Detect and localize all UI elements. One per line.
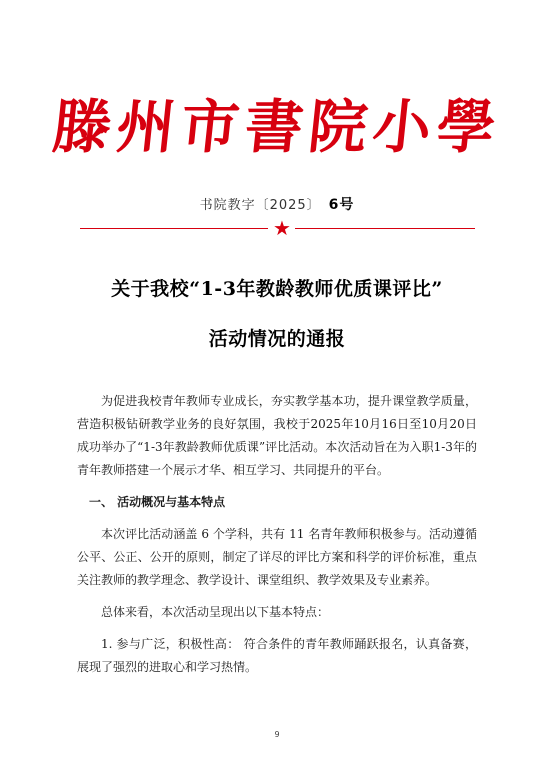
document-title-line-1: 关于我校“1-3年教龄教师优质课评比” [111, 278, 443, 300]
document-number-prefix: 书院教字〔2025〕 [199, 198, 321, 213]
intro-paragraph: 为促进我校青年教师专业成长，夯实教学基本功，提升课堂教学质量，营造积极钻研教学业务的良好氛围，我校于2025年10月16日至10月20日成功举办了“1-3年教龄教师优质课”评比活动。本次活动旨在为入职1-3年的青年教师搭建一个展示才华、相互学习、共同提升的平台。 [77, 394, 477, 477]
document-body [77, 390, 477, 688]
page-number: 9 [274, 730, 280, 739]
document-title-line-2: 活动情况的通报 [208, 328, 346, 350]
school-masthead: 滕州市書院小學 [49, 93, 505, 161]
document-number [0, 194, 554, 214]
red-rule-left [80, 228, 268, 229]
document-number-value: 6号 [328, 197, 355, 213]
point-1-paragraph: 1. 参与广泛，积极性高： 符合条件的青年教师踊跃报名，认真备赛，展现了强烈的进取心和学习热情。 [77, 637, 477, 674]
star-icon: ★ [273, 216, 291, 240]
summary-paragraph: 总体来看，本次活动呈现出以下基本特点： [101, 605, 330, 619]
section-1-paragraph: 本次评比活动涵盖 6 个学科，共有 11 名青年教师积极参与。活动遵循公平、公正、公开的原则，制定了详尽的评比方案和科学的评价标准，重点关注教师的教学理念、教学设计、课堂组织、教学效果及专业素养。 [77, 527, 477, 587]
red-rule-right [295, 228, 475, 229]
section-1-heading: 一、 活动概况与基本特点 [89, 495, 226, 509]
